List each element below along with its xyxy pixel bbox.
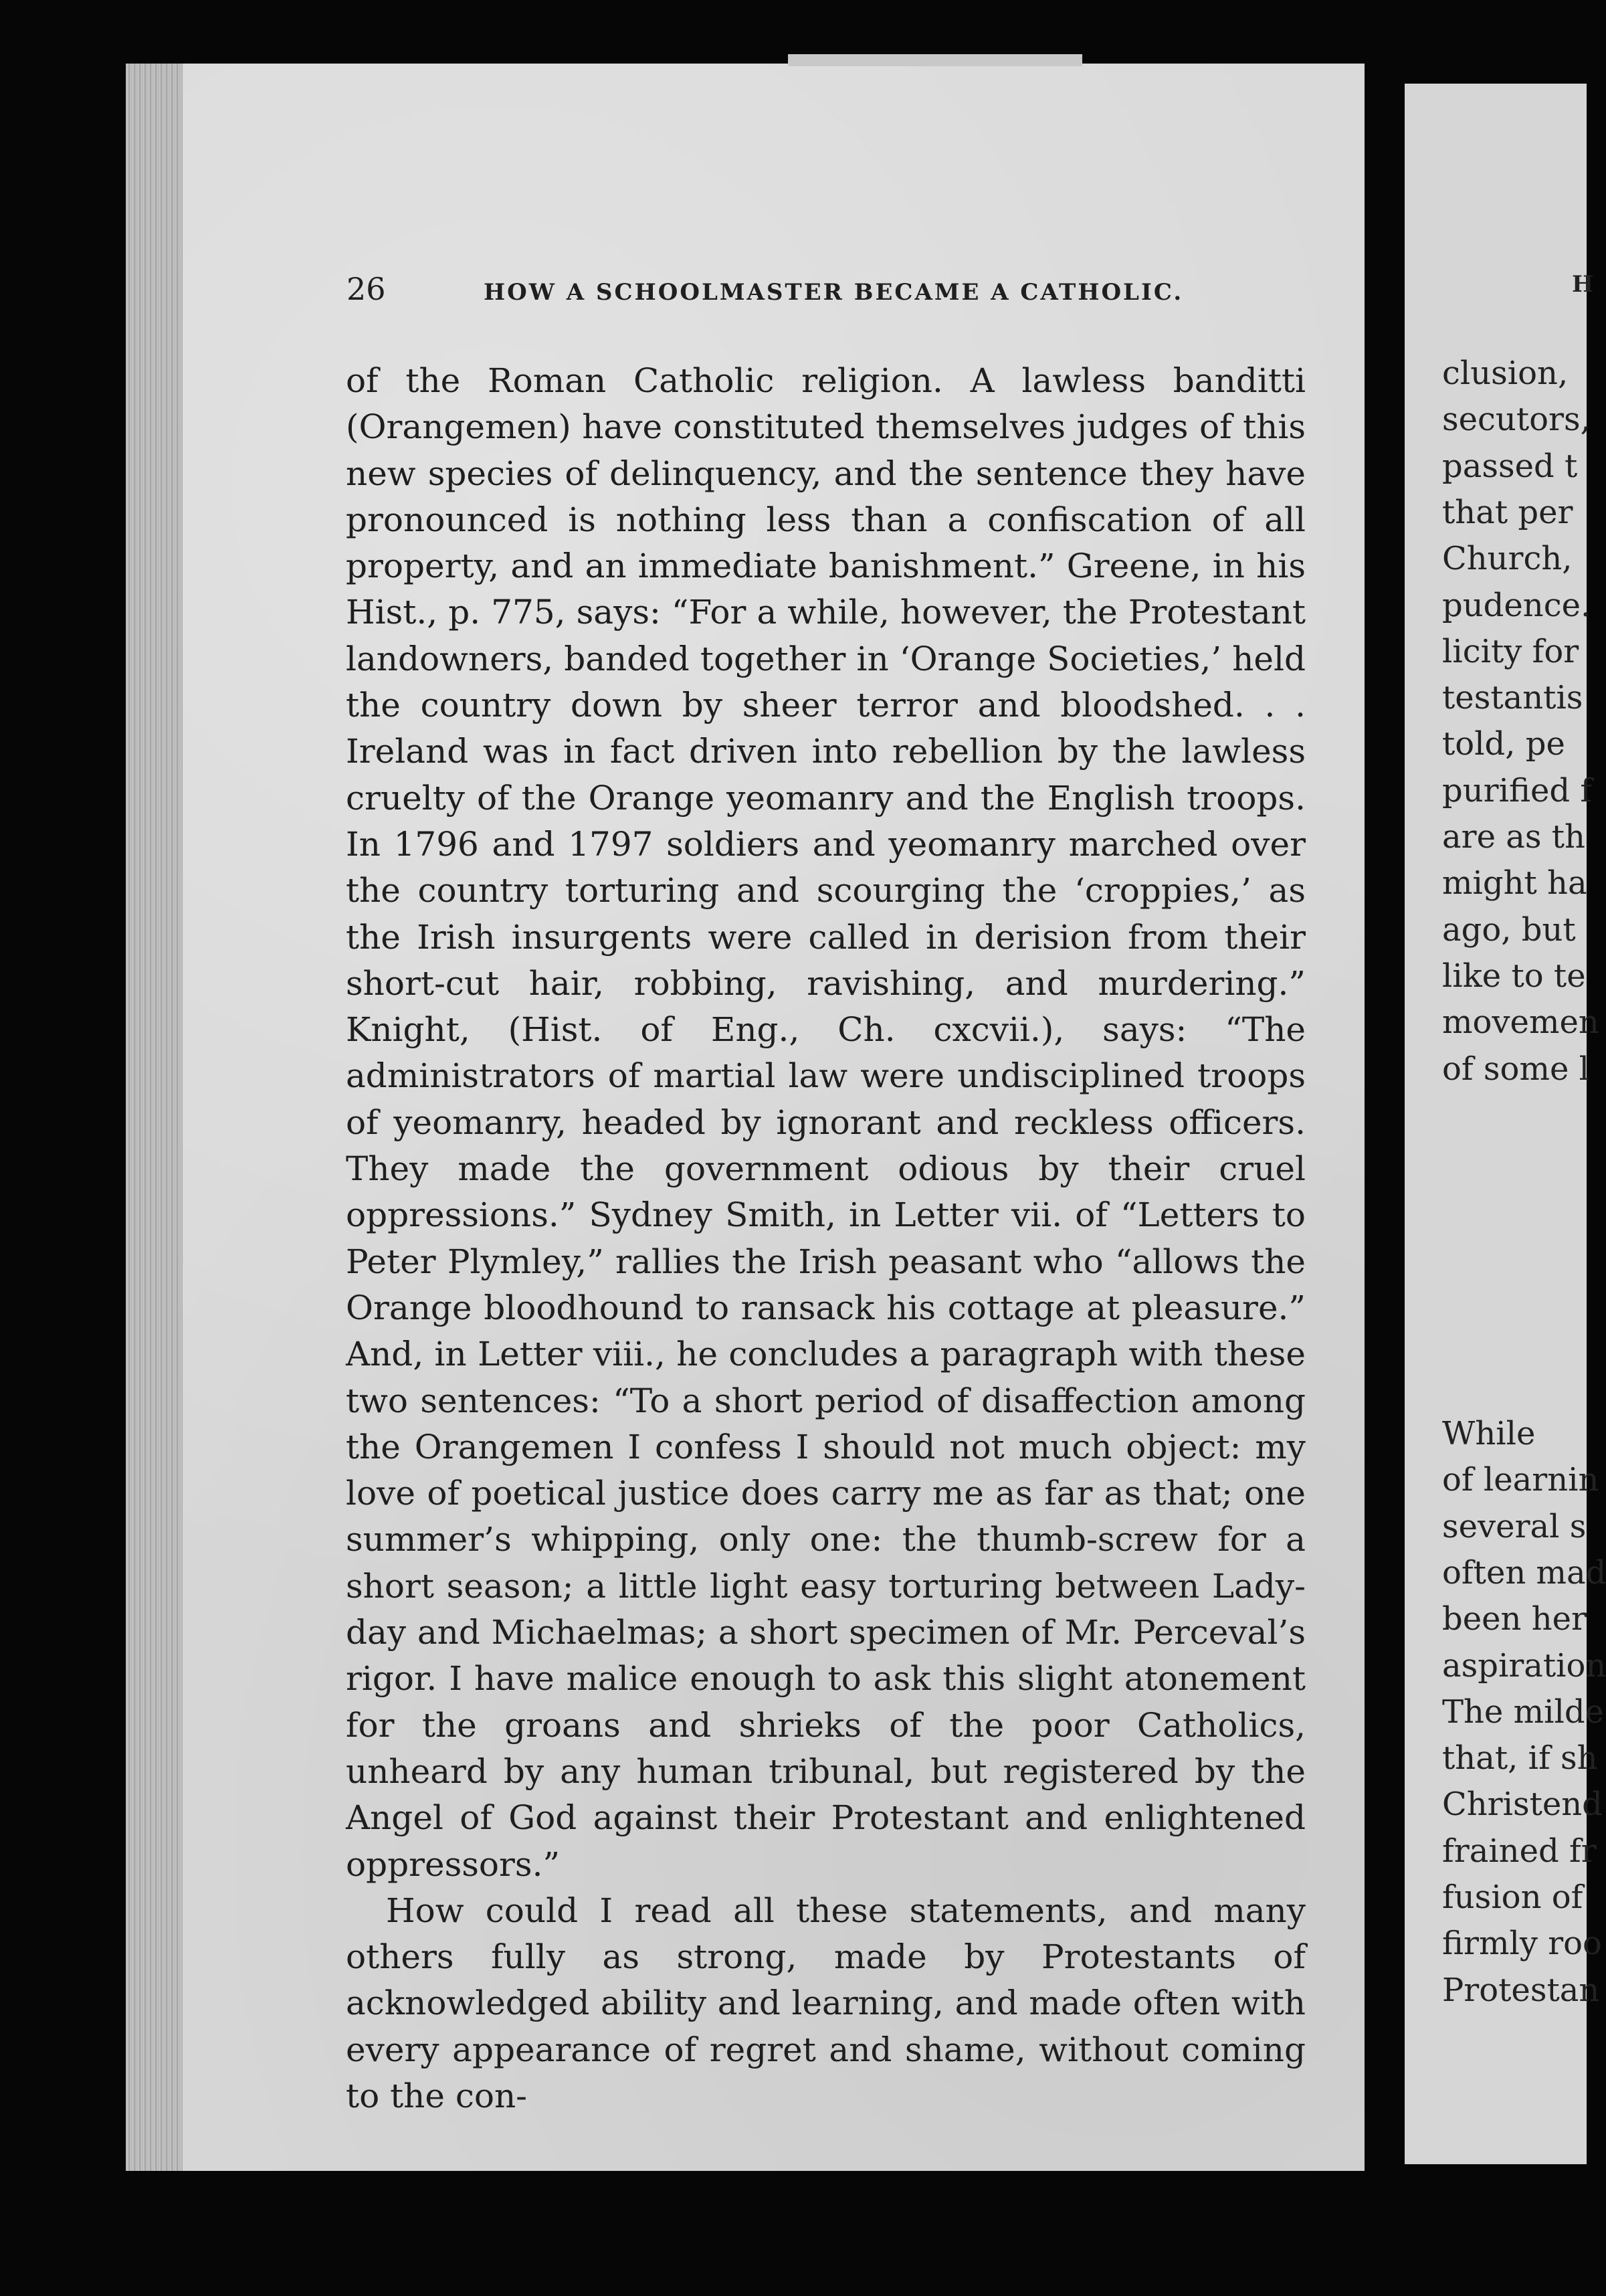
right-page-line: Christend xyxy=(1442,1786,1603,1824)
running-head xyxy=(346,271,1316,311)
right-page-line: been her xyxy=(1442,1600,1587,1638)
right-page-line: purified f xyxy=(1442,771,1593,809)
right-page-line: Protestan xyxy=(1442,1971,1600,2009)
right-page-line: licity for xyxy=(1442,632,1579,670)
right-page-line: movemen xyxy=(1442,1003,1599,1042)
running-head-title: HOW A SCHOOLMASTER BECAME A CATHOLIC. xyxy=(484,279,1184,306)
right-page-line: firmly roo xyxy=(1442,1925,1602,1963)
running-head-fragment: H xyxy=(1572,271,1594,298)
paragraph-2: How could I read all these statements, and many others fully as strong, made by Protestants of acknowledged ability and learning, and made often with every appearance of regret and shame, without coming to the con- xyxy=(346,1891,1306,2115)
right-page-line: that per xyxy=(1442,493,1573,531)
right-page-line: While xyxy=(1442,1415,1536,1452)
right-page-line: aspiration xyxy=(1442,1646,1606,1685)
right-page-line: of learnin xyxy=(1442,1461,1599,1499)
right-page-line: several s xyxy=(1442,1507,1587,1545)
right-page-line: ago, but xyxy=(1442,911,1576,949)
right-page xyxy=(1405,84,1606,2164)
page-edge xyxy=(126,64,183,2171)
right-page-line: clusion, xyxy=(1442,355,1569,392)
right-page-line: might ha xyxy=(1442,864,1587,902)
right-page-line: The milde xyxy=(1442,1693,1604,1731)
right-page-line: passed t xyxy=(1442,447,1578,485)
right-page-line: are as th xyxy=(1442,818,1585,856)
paragraph-1: of the Roman Catholic religion. A lawless banditti (Orangemen) have constituted themselves judges of this new species of delinquency, and the sentence they have pronounced is nothing less than a confiscation of all property, and an immediate banishment.” Greene, in his Hist., p. 775, says: “For a while, however, the Protestant landowners, banded together in ‘Orange Societies,’ held the country down by sheer terror and bloodshed. . . Ireland was in fact driven into rebellion by the lawless cruelty of the Orange yeomanry and the English troops. In 1796 and 1797 soldiers and yeomanry marched over the country torturing and scourging the ‘croppies,’ as the Irish insurgents were called in derision from their short-cut hair, robbing, ravishing, and murdering.” Knight, (Hist. of Eng., Ch. cxcvii.), says: “The administrators of martial law were undisciplined troops of yeomanry, headed by ignorant and reckless officers. They made the government odious by their cruel oppressions.” Sydney Smith, in Letter vii. of “Letters to Peter Plymley,” rallies the Irish peasant who “allows the Orange bloodhound to ransack his cottage at pleasure.” And, in Letter viii., he concludes a paragraph with these two sentences: “To a short period of disaffection among the Orangemen I confess I should not much object: my love of poetical justice does carry me as far as that; one summer’s whipping, only one: the thumb-screw for a short season; a little light easy torturing between Lady-day and Michaelmas; a short specimen of Mr. Perceval’s rigor. I have malice enough to ask this slight atonement for the groans and shrieks of the poor Catholics, unheard by any human tribunal, but registered by the Angel of God against their Protestant and enlightened oppressors.” xyxy=(346,361,1306,1884)
right-page-line: like to te xyxy=(1442,957,1586,995)
right-page-line: told, pe xyxy=(1442,725,1565,763)
right-page-line: often mad xyxy=(1442,1553,1606,1592)
right-page-line: secutors, xyxy=(1442,401,1591,439)
page-tab xyxy=(788,54,1082,66)
page-number: 26 xyxy=(346,271,386,307)
right-page-line: testantis xyxy=(1442,679,1583,717)
right-page-line: fusion of xyxy=(1442,1879,1583,1916)
right-page-line: of some l xyxy=(1442,1050,1589,1088)
right-page-line: that, if sh xyxy=(1442,1739,1598,1778)
body-text xyxy=(346,358,1306,2119)
right-page-line: pudence. xyxy=(1442,586,1591,624)
right-page-line: Church, xyxy=(1442,540,1573,578)
right-page-line: frained fr xyxy=(1442,1832,1597,1870)
